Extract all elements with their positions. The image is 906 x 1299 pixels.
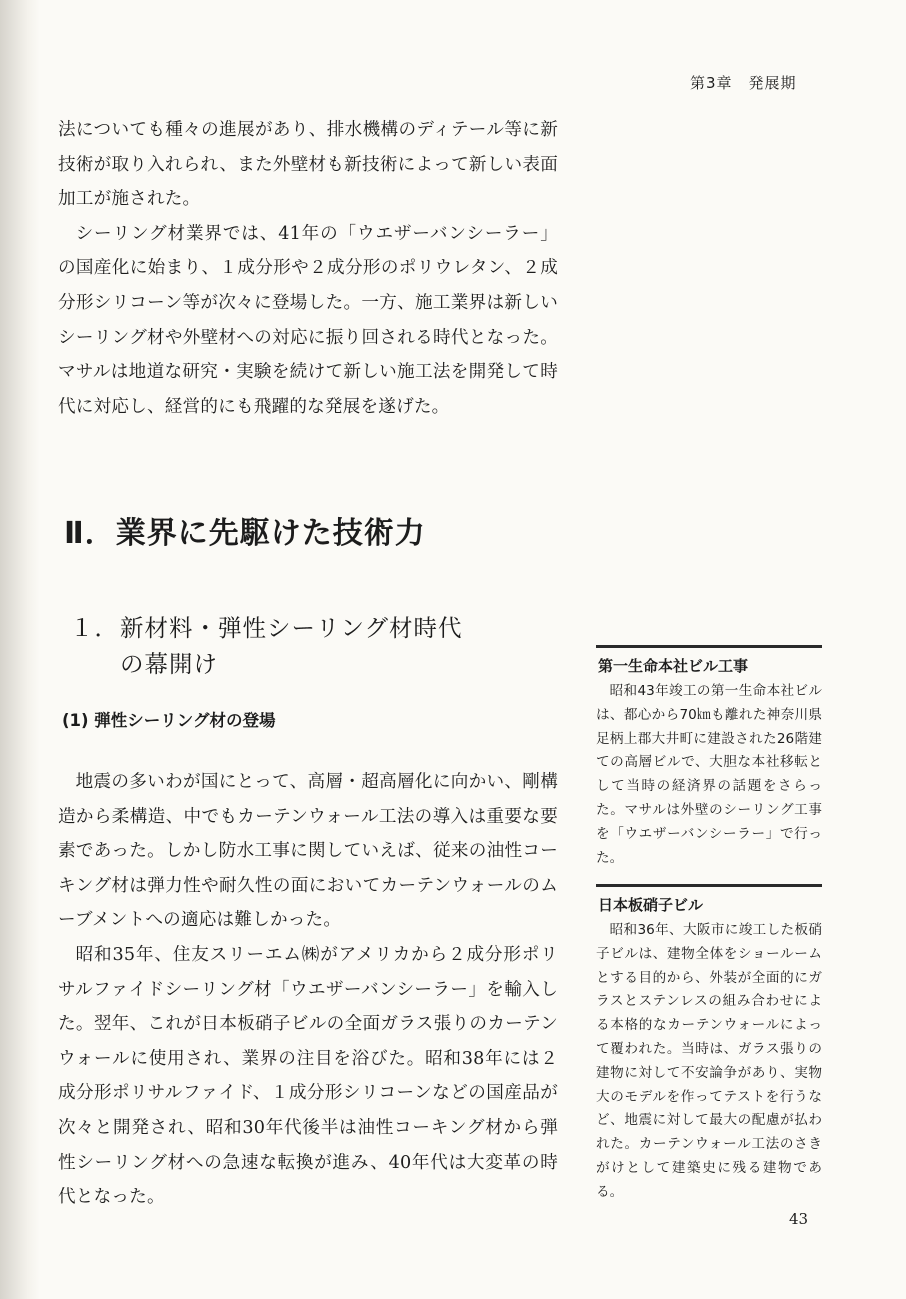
sidebar-rule bbox=[596, 645, 822, 648]
intro-paragraph-1: 法についても種々の進展があり、排水機構のディテール等に新技術が取り入れられ、また外壁材も新技術によって新しい表面加工が施された。 bbox=[58, 120, 558, 210]
sidebar-note-nippon-itagarasu bbox=[596, 884, 822, 1205]
subsection-title-line1: 新材料・弾性シーリング材時代 bbox=[120, 614, 463, 642]
intro-paragraph-2: シーリング材業界では、41年の「ウエザーバンシーラー」の国産化に始まり、１成分形や２成分形のポリウレタン、２成分形シリコーン等が次々に登場した。一方、施工業界は新しいシーリング材や外壁材への対応に振り回される時代となった。マサルは地道な研究・実験を続けて新しい施工法を開発して時代に対応し、経営的にも飛躍的な発展を遂げた。 bbox=[58, 223, 558, 417]
page-gutter-shadow bbox=[0, 0, 40, 1299]
section-title: Ⅱ．業界に先駆けた技術力 bbox=[64, 516, 426, 551]
subsection-title bbox=[70, 610, 550, 682]
body-text-block bbox=[58, 765, 558, 1215]
sidebar-note-title: 第一生命本社ビル工事 bbox=[598, 657, 749, 675]
sidebar-note-body: 昭和43年竣工の第一生命本社ビルは、都心から70㎞も離れた神奈川県足柄上郡大井町に建設された26階建ての高層ビルで、大胆な本社移転として当時の経済界の話題をさらった。マサルは外壁のシーリング工事を「ウエザーバンシーラー」で行った。 bbox=[596, 683, 822, 866]
sidebar-note-title: 日本板硝子ビル bbox=[598, 896, 704, 914]
body-paragraph-1: 地震の多いわが国にとって、高層・超高層化に向かい、剛構造から柔構造、中でもカーテンウォール工法の導入は重要な要素であった。しかし防水工事に関していえば、従来の油性コーキング材は弾力性や耐久性の面においてカーテンウォールのムーブメントへの適応は難しかった。 bbox=[58, 772, 558, 931]
sidebar-note-body: 昭和36年、大阪市に竣工した板硝子ビルは、建物全体をショールームとする目的から、外装が全面的にガラスとステンレスの組み合わせによる本格的なカーテンウォールによって覆われた。当時は、ガラス張りの建物に対して不安論争があり、実物大のモデルを作ってテストを行うなど、地震に対して最大の配慮が払われた。カーテンウォール工法のさきがけとして建築史に残る建物である。 bbox=[596, 922, 822, 1200]
subsection-number: １． bbox=[70, 614, 119, 642]
subsubsection-title: (1) 弾性シーリング材の登場 bbox=[62, 711, 276, 730]
subsection-title-line2: の幕開け bbox=[120, 650, 218, 678]
intro-text-block bbox=[58, 113, 558, 424]
body-paragraph-2: 昭和35年、住友スリーエム㈱がアメリカから２成分形ポリサルファイドシーリング材「ウエザーバンシーラー」を輸入した。翌年、これが日本板硝子ビルの全面ガラス張りのカーテンウォールに使用され、業界の注目を浴びた。昭和38年には２成分形ポリサルファイド、１成分形シリコーンなどの国産品が次々と開発され、昭和30年代後半は油性コーキング材から弾性シーリング材への急速な転換が進み、40年代は大変革の時代となった。 bbox=[58, 944, 558, 1208]
page-number: 43 bbox=[789, 1210, 809, 1228]
running-head: 第3章 発展期 bbox=[690, 74, 797, 92]
sidebar-note-daiichi-seimei bbox=[596, 645, 822, 870]
sidebar-rule bbox=[596, 884, 822, 887]
